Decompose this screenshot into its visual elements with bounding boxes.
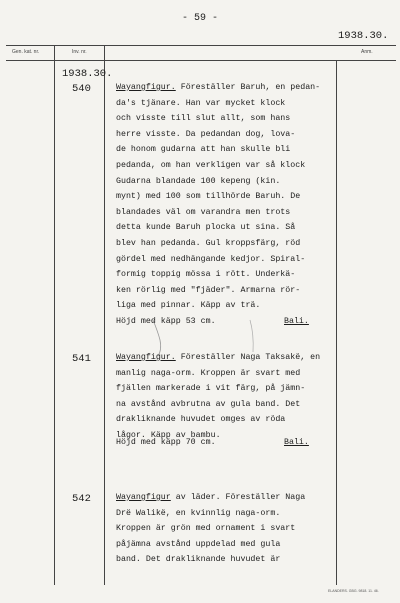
printer-footer: ELANDERS. GBG. 9818. 11. 46. — [328, 589, 379, 593]
height-measure: Höjd med käpp 70 cm. — [116, 438, 216, 447]
entry-line: Föreställer Baruh, en pedan- — [175, 83, 321, 92]
entry-title: Wayangfigur — [116, 493, 171, 502]
entry-text — [116, 490, 344, 568]
entry-date: 1938.30. — [62, 68, 113, 80]
page-number: - 59 - — [181, 13, 218, 24]
entry-line: av läder. Föreställer Naga — [170, 493, 306, 502]
entry-line: pedanda, om han verkligen var så klock — [116, 160, 306, 170]
entry-line: da's tjänare. Han var mycket klock — [116, 98, 286, 108]
entry-line: de honom gudarna att han skulle bli — [116, 145, 291, 155]
entry-line: gördel med nedhängande kedjor. Spiral- — [116, 254, 306, 264]
entry-title: Wayangfigur. — [116, 83, 176, 92]
entry-line: och visste till slut allt, som hans — [116, 114, 291, 124]
entry-line: liga med pinnar. Käpp av trä. — [116, 301, 261, 311]
header-rule-bottom — [6, 60, 396, 61]
header-anm: Anm. — [361, 49, 373, 55]
header-inv: Inv. nr. — [72, 49, 87, 55]
year-marker: 1938.30. — [338, 30, 389, 42]
origin-label: Bali. — [284, 317, 309, 326]
entry-title: Wayangfigur. — [116, 353, 176, 362]
entry-line: ken rörlig med "fjäder". Armarna rör- — [116, 285, 301, 295]
entry-line: Föreställer Naga Taksakë, en — [175, 353, 321, 362]
origin-label: Bali. — [284, 438, 309, 447]
entry-line: fjällen markerade i vit färg, på jämn- — [116, 384, 306, 394]
entry-line: Drë Walikë, en kvinnlig naga-orm. — [116, 508, 281, 518]
entry-line: mynt) med 100 som tillhörde Baruh. De — [116, 192, 301, 202]
entry-line: herre visste. Da pedandan dog, lova- — [116, 129, 296, 139]
entry-line: na avstånd avbrutna av gula band. Det — [116, 399, 301, 409]
header-rule-top — [6, 45, 396, 46]
entry-text — [116, 350, 344, 444]
entry-line: formig toppig mössa i rött. Underkä- — [116, 270, 296, 280]
column-divider-1 — [54, 45, 55, 585]
entry-line: Gudarna blandade 100 kepeng (kin. — [116, 176, 281, 186]
entry-line: detta kunde Baruh plocka ut sina. Så — [116, 223, 296, 233]
inventory-number: 541 — [72, 353, 91, 365]
entry-measure-row — [116, 314, 336, 330]
inventory-number: 540 — [72, 83, 91, 95]
entry-text — [116, 80, 344, 314]
entry-line: band. Det drakliknande huvudet är — [116, 555, 281, 565]
entry-line: lågor. Käpp av bambu. — [116, 430, 221, 440]
entry-line: Kroppen är grön med ornament i svart — [116, 524, 296, 534]
entry-measure-row — [116, 435, 336, 451]
header-gen-kat: Gen. kat. nr. — [12, 49, 40, 55]
pencil-mark-icon — [248, 318, 264, 354]
entry-line: blandades väl om varandra men trots — [116, 207, 291, 217]
entry-line: manlig naga-orm. Kroppen är svart med — [116, 368, 301, 378]
inventory-number: 542 — [72, 493, 91, 505]
height-measure: Höjd med käpp 53 cm. — [116, 317, 216, 326]
entry-line: blev han pedanda. Gul kroppsfärg, röd — [116, 238, 301, 248]
column-divider-2 — [104, 45, 105, 585]
entry-line: påjämna avstånd uppdelad med gula — [116, 539, 281, 549]
entry-line: drakliknande huvudet omges av röda — [116, 415, 286, 425]
